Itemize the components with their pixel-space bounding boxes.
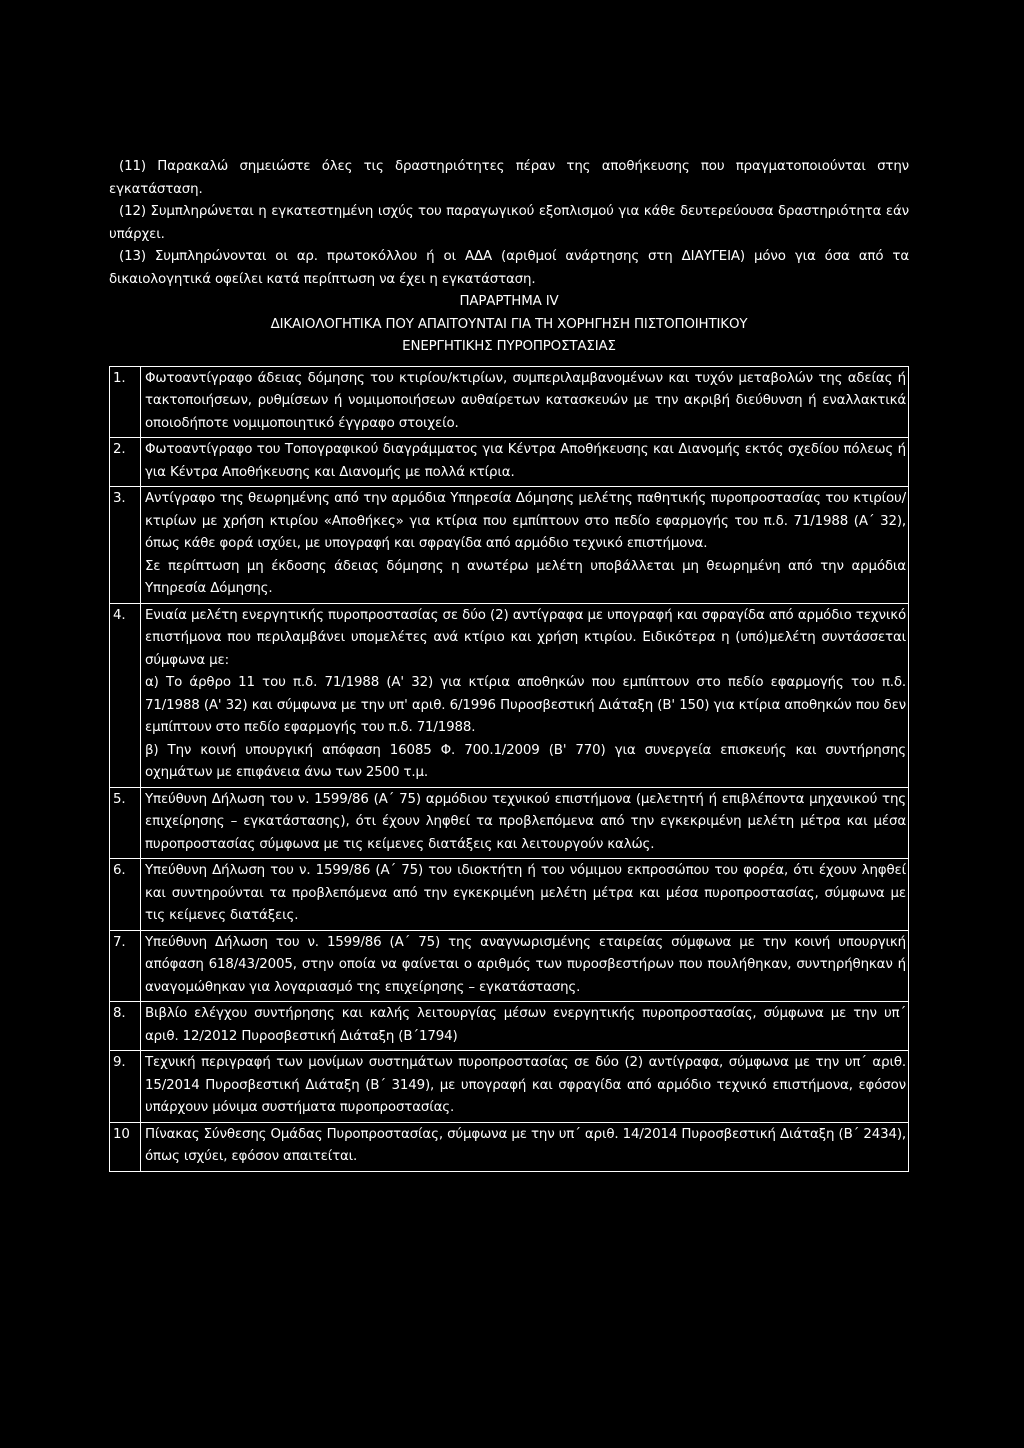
row-paragraph: Βιβλίο ελέγχου συντήρησης και καλής λειτουργίας μέσων ενεργητικής πυροπροστασίας, σύμφωνα με την υπ΄ αριθ. 12/2012 Πυροσβεστική Διάταξη (Β΄1794) bbox=[145, 1006, 906, 1044]
row-paragraph: β) Την κοινή υπουργική απόφαση 16085 Φ. 700.1/2009 (Β' 770) για συνεργεία επισκευής και συντήρησης οχημάτων με επιφάνεια άνω των 2500 τ.μ. bbox=[145, 742, 906, 780]
row-paragraph: Φωτοαντίγραφο του Τοπογραφικού διαγράμματος για Κέντρα Αποθήκευσης και Διανομής εκτός σχεδίου πόλεως ή για Κέντρα Αποθήκευσης και Διανομής με πολλά κτίρια. bbox=[145, 442, 906, 480]
row-paragraph: Σε περίπτωση μη έκδοσης άδειας δόμησης η ανωτέρω μελέτη υποβάλλεται μη θεωρημένη από την αρμόδια Υπηρεσία Δόμησης. bbox=[145, 558, 906, 596]
row-paragraph: Φωτοαντίγραφο άδειας δόμησης του κτιρίου/κτιρίων, συμπεριλαμβανομένων και τυχόν μεταβολών της αδείας ή τακτοποιήσεων, ρυθμίσεων ή νομιμοποιήσεων αυθαίρετων κατασκευών με την ακριβή διεύθυνση ή εναλλακτικά οποιοδήποτε νομιμοποιητικό έγγραφο στοιχείο. bbox=[145, 370, 906, 431]
row-number: 5. bbox=[110, 787, 141, 859]
row-number: 3. bbox=[110, 487, 141, 604]
row-number: 6. bbox=[110, 859, 141, 931]
table-row bbox=[110, 366, 909, 438]
row-number: 9. bbox=[110, 1051, 141, 1123]
row-text bbox=[141, 1051, 909, 1123]
row-number: 4. bbox=[110, 603, 141, 787]
row-number: 1. bbox=[110, 366, 141, 438]
table-row bbox=[110, 1002, 909, 1051]
row-paragraph: Υπεύθυνη Δήλωση του ν. 1599/86 (Α΄ 75) αρμόδιου τεχνικού επιστήμονα (μελετητή ή επιβλέποντα μηχανικού της επιχείρησης – εγκατάστασης), ότι έχουν ληφθεί τα προβλεπόμενα από την εγκεκριμένη μελέτη μέτρα και μέσα πυροπροστασίας σύμφωνα με τις κείμενες διατάξεις και λειτουργούν καλώς. bbox=[145, 791, 906, 852]
row-text bbox=[141, 366, 909, 438]
footnote-13: (13) Συμπληρώνονται οι αρ. πρωτοκόλλου ή οι ΑΔΑ (αριθμοί ανάρτησης στη ΔΙΑΥΓΕΙΑ) μόνο για όσα από τα δικαιολογητικά οφείλει κατά περίπτωση να έχει η εγκατάσταση. bbox=[109, 249, 909, 287]
row-text bbox=[141, 603, 909, 787]
row-paragraph: α) Το άρθρο 11 του π.δ. 71/1988 (Α' 32) για κτίρια αποθηκών που εμπίπτουν στο πεδίο εφαρμογής του π.δ. 71/1988 (Α' 32) και σύμφωνα με την υπ' αριθ. 6/1996 Πυροσβεστική Διάταξη (Β' 150) για κτίρια αποθηκών που δεν εμπίπτουν στο πεδίο εφαρμογής του π.δ. 71/1988. bbox=[145, 675, 906, 735]
row-number: 2. bbox=[110, 438, 141, 487]
table-row bbox=[110, 1051, 909, 1123]
document-page bbox=[109, 156, 909, 1172]
row-paragraph: Ενιαία μελέτη ενεργητικής πυροπροστασίας σε δύο (2) αντίγραφα με υπογραφή και σφραγίδα από αρμόδιο τεχνικό επιστήμονα που περιλαμβάνει υπομελέτες ανά κτίριο και χρήση κτιρίου. Ειδικότερα η (υπό)μελέτη συντάσσεται σύμφωνα με: bbox=[145, 607, 906, 668]
row-text bbox=[141, 438, 909, 487]
table-row bbox=[110, 1122, 909, 1171]
row-text bbox=[141, 930, 909, 1002]
row-number: 10 bbox=[110, 1122, 141, 1171]
table-row bbox=[110, 930, 909, 1002]
row-number: 8. bbox=[110, 1002, 141, 1051]
row-paragraph: Υπεύθυνη Δήλωση του ν. 1599/86 (Α΄ 75) του ιδιοκτήτη ή του νόμιμου εκπροσώπου του φορέα, ότι έχουν ληφθεί και συντηρούνται τα προβλεπόμενα από την εγκεκριμένη μελέτη μέτρα και μέσα πυροπροστασίας, σύμφωνα με τις κείμενες διατάξεις. bbox=[145, 863, 906, 923]
table-row bbox=[110, 787, 909, 859]
annex-subtitle-line1: ΔΙΚΑΙΟΛΟΓΗΤΙΚΑ ΠΟΥ ΑΠΑΙΤΟΥΝΤΑΙ ΓΙΑ ΤΗ ΧΟΡΗΓΗΣΗ ΠΙΣΤΟΠΟΙΗΤΙΚΟΥ bbox=[270, 316, 748, 332]
table-row bbox=[110, 859, 909, 931]
footnote-11: (11) Παρακαλώ σημειώστε όλες τις δραστηριότητες πέραν της αποθήκευσης που πραγματοποιούνται στην εγκατάσταση. bbox=[109, 159, 909, 197]
row-paragraph: Πίνακας Σύνθεσης Ομάδας Πυροπροστασίας, σύμφωνα με την υπ΄ αριθ. 14/2014 Πυροσβεστική Διάταξη (Β΄ 2434), όπως ισχύει, εφόσον απαιτείται. bbox=[145, 1126, 906, 1164]
row-paragraph: Τεχνική περιγραφή των μονίμων συστημάτων πυροπροστασίας σε δύο (2) αντίγραφα, σύμφωνα με την υπ΄ αριθ. 15/2014 Πυροσβεστική Διάταξη (Β΄ 3149), με υπογραφή και σφραγίδα από αρμόδιο τεχνικό επιστήμονα, εφόσον υπάρχουν μόνιμα συστήματα πυροπροστασίας. bbox=[145, 1055, 906, 1115]
footnote-12: (12) Συμπληρώνεται η εγκατεστημένη ισχύς του παραγωγικού εξοπλισμού για κάθε δευτερεύουσα δραστηριότητα εάν υπάρχει. bbox=[109, 204, 909, 242]
annex-title: ΠΑΡΑΡΤΗΜΑ IV bbox=[459, 294, 559, 309]
row-text bbox=[141, 1002, 909, 1051]
requirements-table bbox=[109, 366, 909, 1172]
table-row bbox=[110, 603, 909, 787]
row-text bbox=[141, 1122, 909, 1171]
row-paragraph: Υπεύθυνη Δήλωση του ν. 1599/86 (Α΄ 75) της αναγνωρισμένης εταιρείας σύμφωνα με την κοινή υπουργική απόφαση 618/43/2005, στην οποία να φαίνεται ο αριθμός των πυροσβεστήρων που πουλήθηκαν, συντηρήθηκαν ή αναγομώθηκαν για λογαριασμό της επιχείρησης – εγκατάστασης. bbox=[145, 934, 906, 995]
row-text bbox=[141, 859, 909, 931]
row-number: 7. bbox=[110, 930, 141, 1002]
row-text bbox=[141, 787, 909, 859]
table-row bbox=[110, 487, 909, 604]
row-paragraph: Αντίγραφο της θεωρημένης από την αρμόδια Υπηρεσία Δόμησης μελέτης παθητικής πυροπροστασίας του κτιρίου/κτιρίων με χρήση κτιρίου «Αποθήκες» για κτίρια που εμπίπτουν στο πεδίο εφαρμογής του π.δ. 71/1988 (Α΄ 32), όπως κάθε φορά ισχύει, με υπογραφή και σφραγίδα από αρμόδιο τεχνικό επιστήμονα. bbox=[145, 491, 906, 551]
annex-subtitle-line2: ΕΝΕΡΓΗΤΙΚΗΣ ΠΥΡΟΠΡΟΣΤΑΣΙΑΣ bbox=[402, 339, 616, 354]
row-text bbox=[141, 487, 909, 604]
table-row bbox=[110, 438, 909, 487]
